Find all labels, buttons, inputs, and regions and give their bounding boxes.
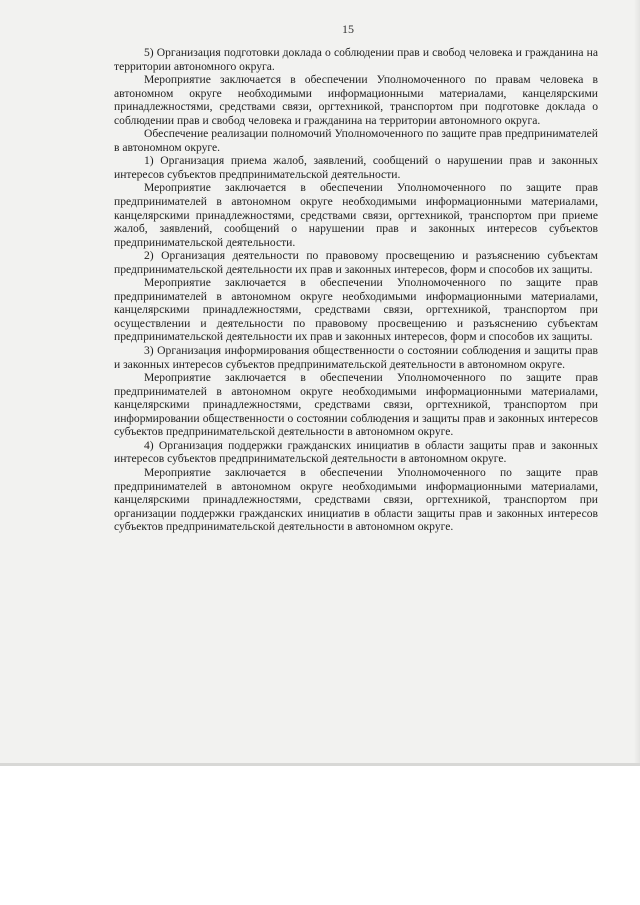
scan-bottom-edge [0, 763, 640, 766]
paragraph: 2) Организация деятельности по правовому просвещению и разъяснению субъектам предпринимательской деятельности их прав и законных интересов, форм и способов их защиты. [114, 249, 598, 276]
paragraph: Мероприятие заключается в обеспечении Уполномоченного по защите прав предпринимателей в автономном округе необходимыми информационными материалами, канцелярскими принадлежностями, средствами связи, оргтехникой, транспортом при осуществлении и деятельности по правовому просвещению и разъяснению субъектам предпринимательской деятельности их прав и законных интересов, форм и способов их защиты. [114, 276, 598, 344]
paragraph: 1) Организация приема жалоб, заявлений, сообщений о нарушении прав и законных интересов субъектов предпринимательской деятельности. [114, 154, 598, 181]
paragraph: Обеспечение реализации полномочий Уполномоченного по защите прав предпринимателей в автономном округе. [114, 127, 598, 154]
paragraph: Мероприятие заключается в обеспечении Уполномоченного по защите прав предпринимателей в автономном округе необходимыми информационными материалами, канцелярскими принадлежностями, средствами связи, оргтехникой, транспортом при информировании общественности о состоянии соблюдения и защиты прав и законных интересов субъектов предпринимательской деятельности в автономном округе. [114, 371, 598, 439]
paragraph: 5) Организация подготовки доклада о соблюдении прав и свобод человека и гражданина на территории автономного округа. [114, 46, 598, 73]
paragraph: Мероприятие заключается в обеспечении Уполномоченного по защите прав предпринимателей в автономном округе необходимыми информационными материалами, канцелярскими принадлежностями, средствами связи, оргтехникой, транспортом при приеме жалоб, заявлений, сообщений о нарушении прав и законных интересов субъектов предпринимательской деятельности. [114, 181, 598, 249]
scan-edge-shadow [634, 0, 640, 765]
paragraph: Мероприятие заключается в обеспечении Уполномоченного по защите прав предпринимателей в автономном округе необходимыми информационными материалами, канцелярскими принадлежностями, средствами связи, оргтехникой, транспортом при организации поддержки гражданских инициатив в области защиты прав и законных интересов субъектов предпринимательской деятельности в автономном округе. [114, 465, 598, 534]
paragraph: 3) Организация информирования общественности о состоянии соблюдения и защиты прав и законных интересов субъектов предпринимательской деятельности в автономном округе. [114, 344, 598, 371]
paragraph: Мероприятие заключается в обеспечении Уполномоченного по правам человека в автономном округе необходимыми информационными материалами, канцелярскими принадлежностями, средствами связи, оргтехникой, транспортом при подготовке доклада о соблюдении прав и свобод человека и гражданина на территории автономного округа. [114, 73, 598, 127]
paragraph: 4) Организация поддержки гражданских инициатив в области защиты прав и законных интересов субъектов предпринимательской деятельности в автономном округе. [114, 438, 598, 466]
document-body [114, 46, 598, 534]
page-number: 15 [342, 22, 354, 36]
